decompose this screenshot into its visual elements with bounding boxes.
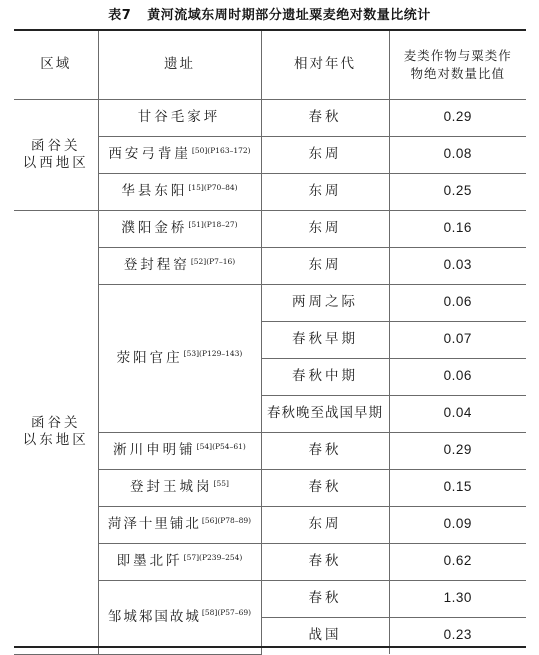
region-cell-west bbox=[14, 99, 98, 210]
region-cell-east bbox=[14, 210, 98, 654]
region-east-line1: 函谷关 bbox=[31, 415, 81, 432]
region-east-line2: 以东地区 bbox=[22, 432, 89, 448]
data-table bbox=[14, 31, 526, 655]
site-name: 濮阳金桥 bbox=[121, 220, 188, 237]
site-reference: [58](P57–69) bbox=[201, 608, 252, 618]
ratio-value-cell: 0.29 bbox=[389, 99, 526, 136]
ratio-value-cell: 0.23 bbox=[389, 617, 526, 654]
ratio-value-cell: 0.06 bbox=[389, 358, 526, 395]
period-cell: 春秋 bbox=[261, 99, 389, 136]
ratio-value-cell: 0.06 bbox=[389, 284, 526, 321]
site-cell bbox=[98, 432, 261, 469]
site-name: 华县东阳 bbox=[121, 183, 188, 200]
ratio-value-cell: 0.08 bbox=[389, 136, 526, 173]
site-cell bbox=[98, 136, 261, 173]
header-site: 遗址 bbox=[98, 31, 261, 99]
header-ratio-line2: 物绝对数量比值 bbox=[410, 65, 505, 81]
site-cell bbox=[98, 506, 261, 543]
period-cell: 春秋 bbox=[261, 580, 389, 617]
site-reference: [52](P7–16) bbox=[190, 256, 236, 266]
site-name: 登封王城岗 bbox=[130, 479, 213, 496]
site-name: 淅川申明铺 bbox=[113, 442, 196, 459]
ratio-value-cell: 0.25 bbox=[389, 173, 526, 210]
site-cell bbox=[98, 210, 261, 247]
site-cell bbox=[98, 173, 261, 210]
ratio-value-cell: 1.30 bbox=[389, 580, 526, 617]
site-name: 即墨北阡 bbox=[116, 553, 183, 570]
ratio-value-cell: 0.62 bbox=[389, 543, 526, 580]
table-row bbox=[14, 99, 526, 136]
ratio-value-cell: 0.04 bbox=[389, 395, 526, 432]
period-cell: 春秋 bbox=[261, 469, 389, 506]
table-row bbox=[14, 210, 526, 247]
region-west-line1: 函谷关 bbox=[31, 137, 81, 154]
ratio-value-cell: 0.03 bbox=[389, 247, 526, 284]
site-name: 菏泽十里铺北 bbox=[107, 516, 201, 533]
site-reference: [50](P163–172) bbox=[191, 145, 251, 155]
period-cell: 东周 bbox=[261, 210, 389, 247]
header-row bbox=[14, 31, 526, 99]
site-name: 甘谷毛家坪 bbox=[137, 109, 221, 126]
header-ratio-line1: 麦类作物与粟类作 bbox=[403, 48, 512, 64]
ratio-value-cell: 0.29 bbox=[389, 432, 526, 469]
period-cell: 战国 bbox=[261, 617, 389, 654]
period-cell: 春秋 bbox=[261, 543, 389, 580]
site-reference: [54](P54–61) bbox=[196, 441, 246, 451]
site-reference: [55] bbox=[213, 478, 229, 488]
period-cell: 东周 bbox=[261, 136, 389, 173]
period-cell: 春秋中期 bbox=[261, 358, 389, 395]
ratio-value-cell: 0.16 bbox=[389, 210, 526, 247]
site-reference: [15](P70–84) bbox=[188, 182, 238, 192]
ratio-value-cell: 0.09 bbox=[389, 506, 526, 543]
site-reference: [57](P239–254) bbox=[183, 552, 243, 562]
ratio-value-cell: 0.15 bbox=[389, 469, 526, 506]
site-name: 西安弓背崖 bbox=[108, 146, 191, 163]
period-cell: 东周 bbox=[261, 173, 389, 210]
header-ratio bbox=[389, 31, 526, 99]
site-cell bbox=[98, 543, 261, 580]
site-reference: [51](P18–27) bbox=[188, 219, 238, 229]
header-period: 相对年代 bbox=[261, 31, 389, 99]
table-title: 黄河流域东周时期部分遗址粟麦绝对数量比统计 bbox=[147, 8, 431, 23]
site-cell bbox=[98, 247, 261, 284]
period-cell: 春秋早期 bbox=[261, 321, 389, 358]
site-reference: [56](P78–89) bbox=[201, 515, 252, 525]
period-cell: 东周 bbox=[261, 506, 389, 543]
table-number: 表7 bbox=[108, 8, 132, 23]
site-name: 荥阳官庄 bbox=[116, 349, 183, 366]
period-cell: 春秋晚至战国早期 bbox=[261, 395, 389, 432]
site-name: 邹城邾国故城 bbox=[107, 608, 201, 625]
period-cell: 两周之际 bbox=[261, 284, 389, 321]
bottom-rule bbox=[14, 646, 526, 648]
site-cell bbox=[98, 469, 261, 506]
ratio-value-cell: 0.07 bbox=[389, 321, 526, 358]
site-reference: [53](P129–143) bbox=[183, 349, 243, 359]
table-caption bbox=[0, 4, 539, 23]
site-cell bbox=[98, 580, 261, 654]
site-name: 登封程窑 bbox=[123, 257, 190, 274]
site-cell bbox=[98, 99, 261, 136]
region-west-line2: 以西地区 bbox=[22, 154, 89, 171]
header-region: 区域 bbox=[14, 31, 98, 99]
period-cell: 东周 bbox=[261, 247, 389, 284]
period-cell: 春秋 bbox=[261, 432, 389, 469]
site-cell bbox=[98, 284, 261, 432]
